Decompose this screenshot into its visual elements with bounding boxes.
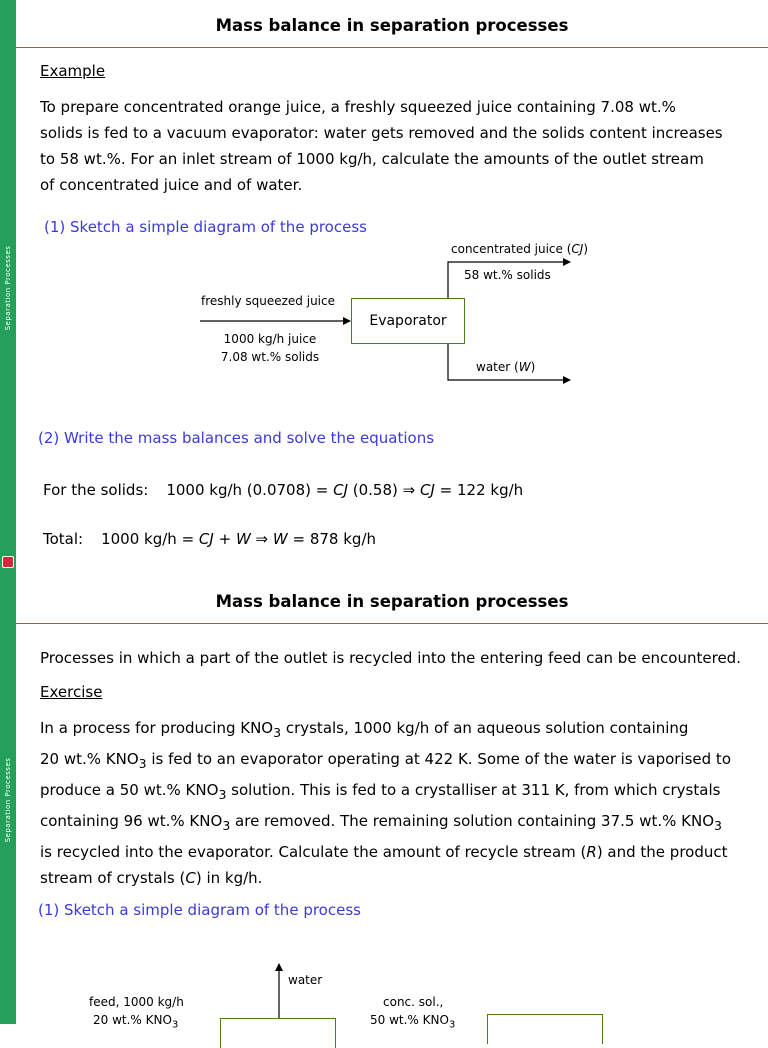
exercise-heading: Exercise: [40, 683, 103, 701]
equation-symbol: CJ: [419, 481, 435, 499]
concentrate-label-text: concentrated juice (: [451, 242, 572, 256]
subscript: 3: [222, 818, 231, 833]
text: containing 96 wt.% KNO: [40, 812, 223, 830]
equation-symbol: CJ: [198, 530, 214, 548]
subscript: 3: [714, 818, 722, 833]
feed-rate: 1000 kg/h juice: [223, 332, 317, 346]
conc-solution-label: conc. sol.,: [383, 995, 444, 1009]
solids-balance-equation: [43, 481, 523, 499]
crystalliser-box: [487, 1014, 603, 1044]
equation-label: Total:: [43, 530, 84, 548]
problem-line: to 58 wt.%. For an inlet stream of 1000 kg/h, calculate the amounts of the outlet stream: [40, 150, 704, 168]
feed-label: freshly squeezed juice: [201, 294, 335, 308]
intro-text: Processes in which a part of the outlet is recycled into the entering feed can be encountered.: [40, 649, 741, 667]
text: ) in kg/h.: [195, 869, 263, 887]
subscript: 3: [448, 1019, 456, 1031]
problem-line: solids is fed to a vacuum evaporator: water gets removed and the solids content increases: [40, 124, 723, 142]
concentrate-label-close: ): [583, 242, 589, 256]
evaporator-box: Evaporator: [351, 298, 465, 344]
step-1-heading: (1) Sketch a simple diagram of the process: [38, 901, 361, 919]
subscript: 3: [273, 725, 282, 740]
equation-symbol: W: [272, 530, 288, 548]
text: produce a 50 wt.% KNO: [40, 781, 219, 799]
step-2-heading: (2) Write the mass balances and solve the equations: [38, 429, 435, 447]
equation-part: 1000 kg/h (0.0708) =: [166, 481, 334, 499]
subscript: 3: [171, 1019, 179, 1031]
water-label-close: ): [530, 360, 536, 374]
problem-line: To prepare concentrated orange juice, a freshly squeezed juice containing 7.08 wt.%: [40, 98, 676, 116]
text: crystals, 1000 kg/h of an aqueous solution containing: [281, 719, 689, 737]
feed-specs: [206, 330, 334, 366]
text: is recycled into the evaporator. Calculate the amount of recycle stream (: [40, 843, 587, 861]
slide-title: Mass balance in separation processes: [215, 592, 569, 611]
water-symbol: W: [518, 360, 531, 374]
text: is fed to an evaporator operating at 422 K. Some of the water is vaporised to: [146, 750, 731, 768]
equation-symbol: CJ: [333, 481, 348, 499]
sidebar-label: Separation Processes: [4, 757, 12, 843]
symbol: C: [185, 869, 196, 887]
feed-solids: 7.08 wt.% solids: [220, 350, 320, 364]
text: are removed. The remaining solution containing 37.5 wt.% KNO: [230, 812, 715, 830]
text: 20 wt.% KNO: [93, 1013, 172, 1027]
equation-part: = 878 kg/h: [287, 530, 377, 548]
text: solution. This is fed to a crystalliser at 311 K, from which crystals: [226, 781, 721, 799]
equation-label: For the solids:: [43, 481, 149, 499]
text: 50 wt.% KNO: [370, 1013, 449, 1027]
subscript: 3: [218, 787, 227, 802]
water-label: water: [288, 973, 323, 987]
text: In a process for producing KNO: [40, 719, 274, 737]
slide-title: Mass balance in separation processes: [215, 16, 569, 35]
water-label-text: water (: [476, 360, 519, 374]
conc-solution-concentration: [370, 1013, 455, 1030]
text: 20 wt.% KNO: [40, 750, 139, 768]
feed-concentration: [93, 1013, 178, 1030]
sidebar-label: Separation Processes: [4, 245, 12, 331]
equation-part: (0.58) ⇒: [348, 481, 420, 499]
equation-part: ⇒: [250, 530, 273, 548]
example-heading: Example: [40, 62, 106, 80]
equation-symbol: W: [235, 530, 251, 548]
step-1-heading: (1) Sketch a simple diagram of the process: [44, 218, 367, 236]
equation-part: = 122 kg/h: [434, 481, 524, 499]
feed-label: feed, 1000 kg/h: [89, 995, 184, 1009]
symbol: R: [586, 843, 597, 861]
water-label: [476, 360, 535, 374]
concentrate-symbol: CJ: [571, 242, 584, 256]
subscript: 3: [138, 756, 147, 771]
problem-line: of concentrated juice and of water.: [40, 176, 303, 194]
total-balance-equation: [43, 530, 376, 548]
text: stream of crystals (: [40, 869, 186, 887]
concentrate-solids: 58 wt.% solids: [464, 268, 551, 282]
equation-part: +: [213, 530, 236, 548]
slide-2: [0, 576, 768, 1031]
evaporator-box: [220, 1018, 336, 1048]
equation-part: 1000 kg/h =: [101, 530, 199, 548]
text: ) and the product: [596, 843, 728, 861]
concentrate-label: [451, 242, 588, 256]
kno3-process-diagram: [0, 576, 768, 1024]
